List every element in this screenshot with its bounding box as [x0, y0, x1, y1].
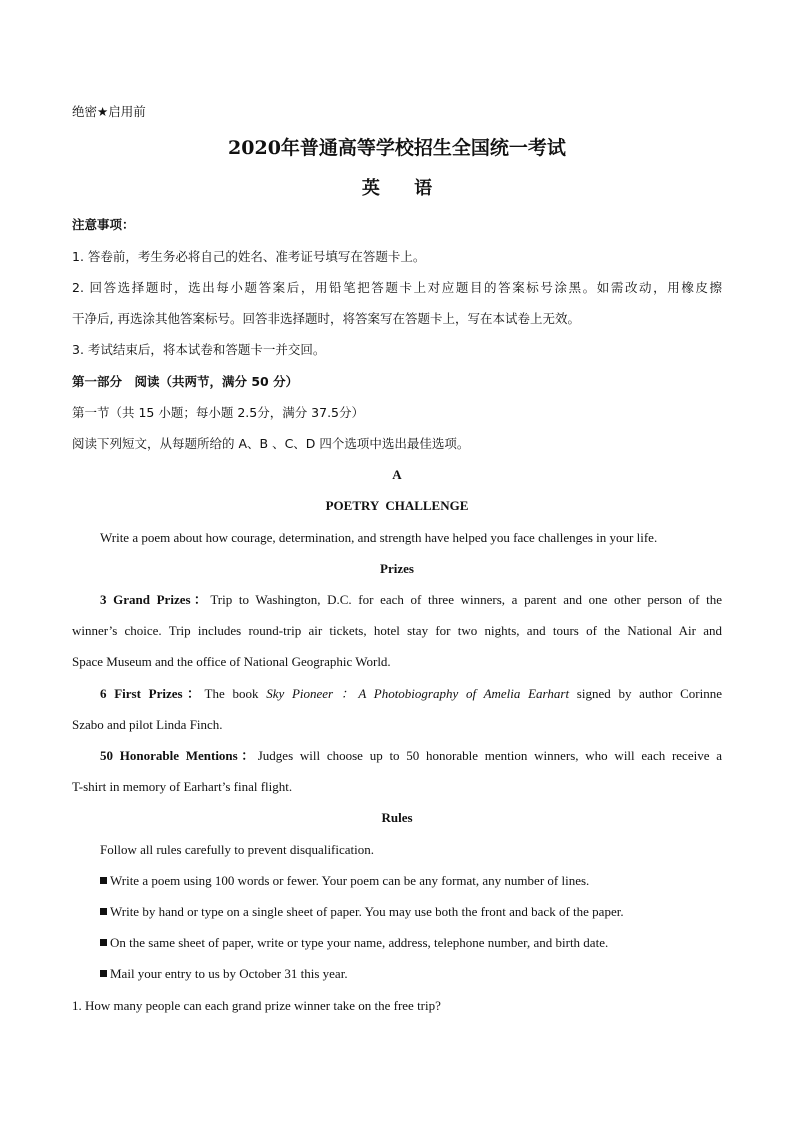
rule-text: Write by hand or type on a single sheet of paper. You may use both the front and back of the paper.: [110, 904, 624, 919]
notice-heading: 注意事项：: [72, 217, 135, 232]
first-prize-line-1: [72, 685, 722, 703]
bullet-icon: [100, 877, 107, 884]
honorable-label: 50 Honorable Mentions：: [100, 748, 258, 763]
rules-heading: Rules: [381, 810, 413, 825]
honorable-line-1: [72, 747, 722, 765]
section1-heading: 第一节（共 15 小题；每小题 2.5分，满分 37.5分）: [72, 405, 365, 420]
book-title: Sky Pioneer ：A Photobiography of Amelia Earhart: [266, 686, 570, 701]
rule-text: On the same sheet of paper, write or type your name, address, telephone number, and birth date.: [110, 935, 609, 950]
grand-prize-line-2: winner’s choice. Trip includes round-trip air tickets, hotel stay for two nights, and tours of the National Air and: [72, 623, 722, 638]
prizes-heading: Prizes: [380, 561, 414, 576]
grand-prize-text: Trip to Washington, D.C. for each of three winners, a parent and one other person of the: [210, 592, 723, 607]
bullet-icon: [100, 908, 107, 915]
subject-title: 英 语: [361, 178, 447, 199]
reading-instruction: 阅读下列短文，从每题所给的 A、B 、C、D 四个选项中选出最佳选项。: [72, 436, 470, 451]
secret-mark: 绝密★启用前: [72, 104, 146, 119]
exam-title: 2020年普通高等学校招生全国统一考试: [228, 137, 566, 159]
notice-item-2-line-1: 2. 回答选择题时，选出每小题答案后，用铅笔把答题卡上对应题目的答案标号涂黑。如需改动，用橡皮擦: [72, 280, 722, 295]
honorable-line-2: T-shirt in memory of Earhart’s final flight.: [72, 779, 293, 794]
first-prize-post: signed by author Corinne: [569, 686, 722, 701]
first-prize-label: 6 First Prizes：: [100, 686, 205, 701]
rules-intro: Follow all rules carefully to prevent disqualification.: [100, 842, 375, 857]
passage-letter: A: [392, 467, 402, 482]
rule-item: [72, 934, 722, 952]
passage-intro: Write a poem about how courage, determination, and strength have helped you face challenges in your life.: [100, 530, 658, 545]
rule-item: [72, 872, 722, 890]
honorable-text: Judges will choose up to 50 honorable mention winners, who will each receive a: [257, 748, 723, 763]
notice-item-1: 1. 答卷前，考生务必将自己的姓名、准考证号填写在答题卡上。: [72, 249, 426, 264]
rule-item: [72, 903, 722, 921]
passage-title: POETRY CHALLENGE: [325, 498, 469, 513]
rule-text: Write a poem using 100 words or fewer. Your poem can be any format, any number of lines.: [110, 873, 590, 888]
notice-item-3: 3. 考试结束后，将本试卷和答题卡一并交回。: [72, 342, 326, 357]
grand-prize-line-3: Space Museum and the office of National Geographic World.: [72, 654, 391, 669]
first-prize-pre: The book: [204, 686, 267, 701]
question-1: 1. How many people can each grand prize winner take on the free trip?: [72, 998, 441, 1013]
bullet-icon: [100, 970, 107, 977]
first-prize-line-2: Szabo and pilot Linda Finch.: [72, 717, 223, 732]
grand-prize-label: 3 Grand Prizes：: [100, 592, 211, 607]
notice-item-2-line-2: 干净后, 再选涂其他答案标号。回答非选择题时，将答案写在答题卡上，写在本试卷上无效。: [72, 311, 580, 326]
bullet-icon: [100, 939, 107, 946]
part1-heading: 第一部分 阅读（共两节，满分 50 分）: [72, 374, 299, 389]
rule-item: [72, 965, 722, 983]
rule-text: Mail your entry to us by October 31 this year.: [110, 966, 348, 981]
grand-prize-line-1: [72, 591, 722, 609]
